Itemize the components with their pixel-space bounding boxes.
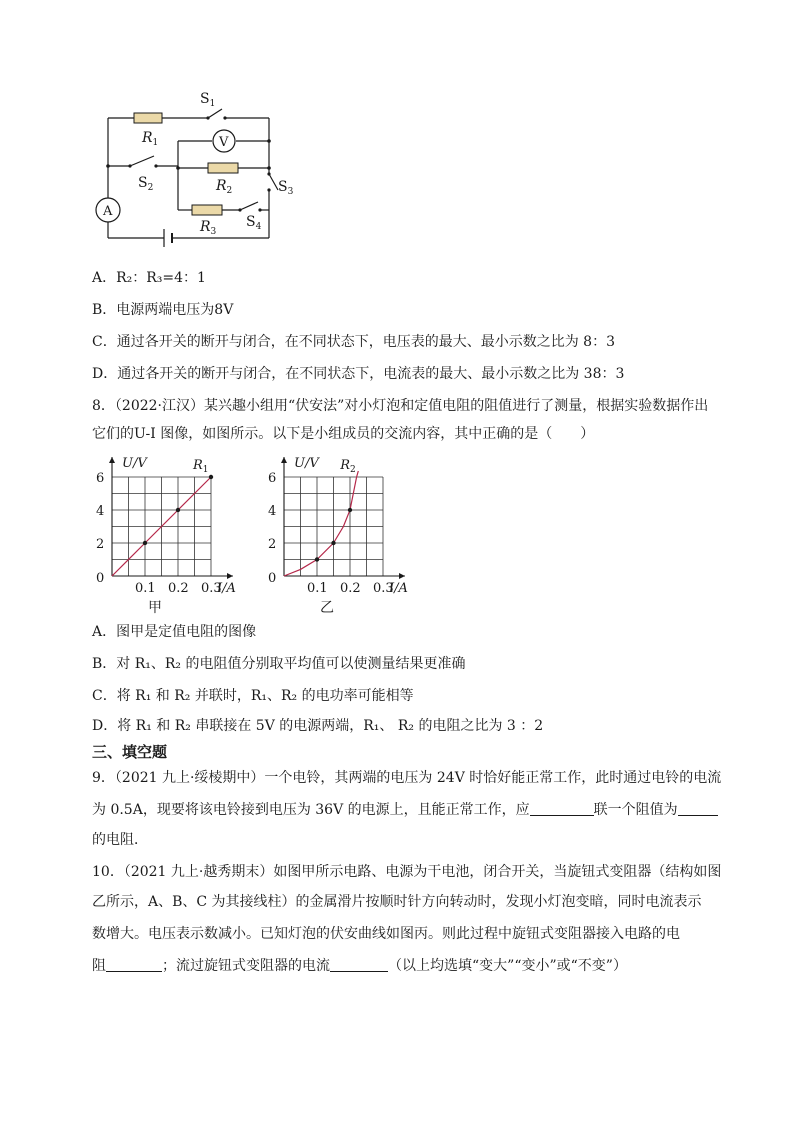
data-point xyxy=(176,508,180,512)
y-tick-label: 2 xyxy=(96,537,105,552)
resistor-r3 xyxy=(192,205,222,215)
r2-label: R xyxy=(216,178,227,194)
x-axis-label: I/A xyxy=(217,581,236,596)
x-tick-label: 0.3 xyxy=(373,581,394,596)
q9-line1: 9．（2021 九上·绥棱期中）一个电铃，其两端的电压为 24V 时恰好能正常工作，此时通过电铃的电流 xyxy=(92,770,722,786)
series-label: $R_1$ xyxy=(193,458,209,475)
q10-line4-text-c: （以上均选填“变大”“变小”或“不变”） xyxy=(388,958,627,974)
ui-graph-jia xyxy=(90,452,260,622)
q9-blank-1[interactable] xyxy=(530,801,594,816)
q9-line2-text-a: 为 0.5A，现要将该电铃接到电压为 36V 的电源上，且能正常工作，应 xyxy=(92,802,530,818)
q9-line2-text-b: 联一个阻值为 xyxy=(593,802,678,818)
q10-line3: 数增大。电压表示数减小。已知灯泡的伏安曲线如图丙。则此过程中旋钮式变阻器接入电路的电 xyxy=(92,926,680,942)
data-point xyxy=(348,508,352,512)
y-axis-label: U/V xyxy=(294,456,319,471)
y-tick-label: 2 xyxy=(268,537,277,552)
x-tick-label: 0.2 xyxy=(168,581,189,596)
svg-text:R2: $R_2$ xyxy=(216,178,233,196)
y-tick-label: 6 xyxy=(96,471,105,486)
origin-label: 0 xyxy=(96,571,105,586)
y-axis-arrow xyxy=(281,457,287,463)
data-point xyxy=(331,541,335,545)
circuit-diagram xyxy=(92,86,292,246)
x-tick-label: 0.3 xyxy=(201,581,222,596)
ui-graph-yi xyxy=(262,452,432,622)
q9-blank-2[interactable] xyxy=(678,801,718,816)
voltmeter-label: V xyxy=(219,135,229,150)
series-line-R2 xyxy=(284,471,358,576)
q8-option-d: D．将 R₁ 和 R₂ 串联接在 5V 的电源两端，R₁、 R₂ 的电阻之比为 3 ：2 xyxy=(92,718,544,734)
y-tick-label: 6 xyxy=(268,471,277,486)
s2-label: S xyxy=(138,175,148,191)
q7-option-c: C．通过各开关的断开与闭合，在不同状态下，电压表的最大、最小示数之比为 8：3 xyxy=(92,334,615,350)
q10-blank-2[interactable] xyxy=(330,957,388,972)
r1-label: R xyxy=(142,130,153,146)
y-axis-arrow xyxy=(109,457,115,463)
svg-text:R1: $R_1$ xyxy=(142,130,159,148)
svg-text:S1: $S_1$ xyxy=(200,91,216,109)
r3-label: R xyxy=(200,219,211,235)
q7-option-d: D．通过各开关的断开与闭合，在不同状态下，电流表的最大、最小示数之比为 38：3 xyxy=(92,366,625,382)
q8-option-a: A．图甲是定值电阻的图像 xyxy=(92,624,257,640)
q8-option-b: B．对 R₁、R₂ 的电阻值分别取平均值可以使测量结果更准确 xyxy=(92,656,466,672)
q10-line4 xyxy=(92,956,627,976)
svg-text:R3: $R_3$ xyxy=(200,219,217,237)
series-label-sub: 1 xyxy=(202,465,209,475)
x-tick-label: 0.1 xyxy=(307,581,328,596)
series-label-sub: 2 xyxy=(350,465,356,475)
q7-option-a: A．R₂：R₃=4：1 xyxy=(92,270,206,286)
q10-line1: 10．（2021 九上·越秀期末）如图甲所示电路、电源为干电池，闭合开关，当旋钮式变阻器（结构如图 xyxy=(92,864,722,880)
q8-stem-line2: 它们的U-I 图像，如图所示。以下是小组成员的交流内容，其中正确的是（ ） xyxy=(92,426,595,442)
q10-line4-text-b: ；流过旋钮式变阻器的电流 xyxy=(162,958,330,974)
q7-option-b: B．电源两端电压为8V xyxy=(92,302,234,318)
x-axis-arrow xyxy=(399,573,405,579)
svg-text:S3: $S_3$ xyxy=(278,179,294,197)
ammeter-label: A xyxy=(103,204,113,219)
data-point xyxy=(315,557,319,561)
y-tick-label: 4 xyxy=(96,504,105,519)
graph-caption: 乙 xyxy=(320,600,334,616)
s3-label: S xyxy=(278,179,288,195)
q8-option-c: C．将 R₁ 和 R₂ 并联时，R₁、R₂ 的电功率可能相等 xyxy=(92,688,414,704)
x-tick-label: 0.1 xyxy=(135,581,156,596)
q10-line2: 乙所示，A、B、C 为其接线柱）的金属滑片按顺时针方向转动时，发现小灯泡变暗，同时电流表示 xyxy=(92,894,702,910)
data-point xyxy=(143,541,147,545)
svg-text:S4: $S_4$ xyxy=(246,214,262,232)
x-axis-arrow xyxy=(227,573,233,579)
y-tick-label: 4 xyxy=(268,504,277,519)
origin-label: 0 xyxy=(268,571,277,586)
svg-text:S2: $S_2$ xyxy=(138,175,154,193)
q8-stem-line1: 8．（2022·江汉）某兴趣小组用“伏安法”对小灯泡和定值电阻的阻值进行了测量，根据实验数据作出 xyxy=(92,398,709,414)
resistor-r2 xyxy=(208,163,238,173)
q10-line4-text-a: 阻 xyxy=(92,958,106,974)
section-title: 三、填空题 xyxy=(92,743,168,761)
s4-label: S xyxy=(246,214,256,230)
data-point xyxy=(209,475,213,479)
q10-blank-1[interactable] xyxy=(106,957,162,972)
x-tick-label: 0.2 xyxy=(340,581,361,596)
resistor-r1 xyxy=(134,113,162,123)
x-axis-label: I/A xyxy=(389,581,408,596)
series-label: $R_2$ xyxy=(340,458,356,475)
y-axis-label: U/V xyxy=(122,456,147,471)
s1-label: S xyxy=(200,91,210,107)
q9-line2 xyxy=(92,800,718,820)
q9-line3: 的电阻． xyxy=(92,832,148,848)
graph-caption: 甲 xyxy=(148,600,162,616)
